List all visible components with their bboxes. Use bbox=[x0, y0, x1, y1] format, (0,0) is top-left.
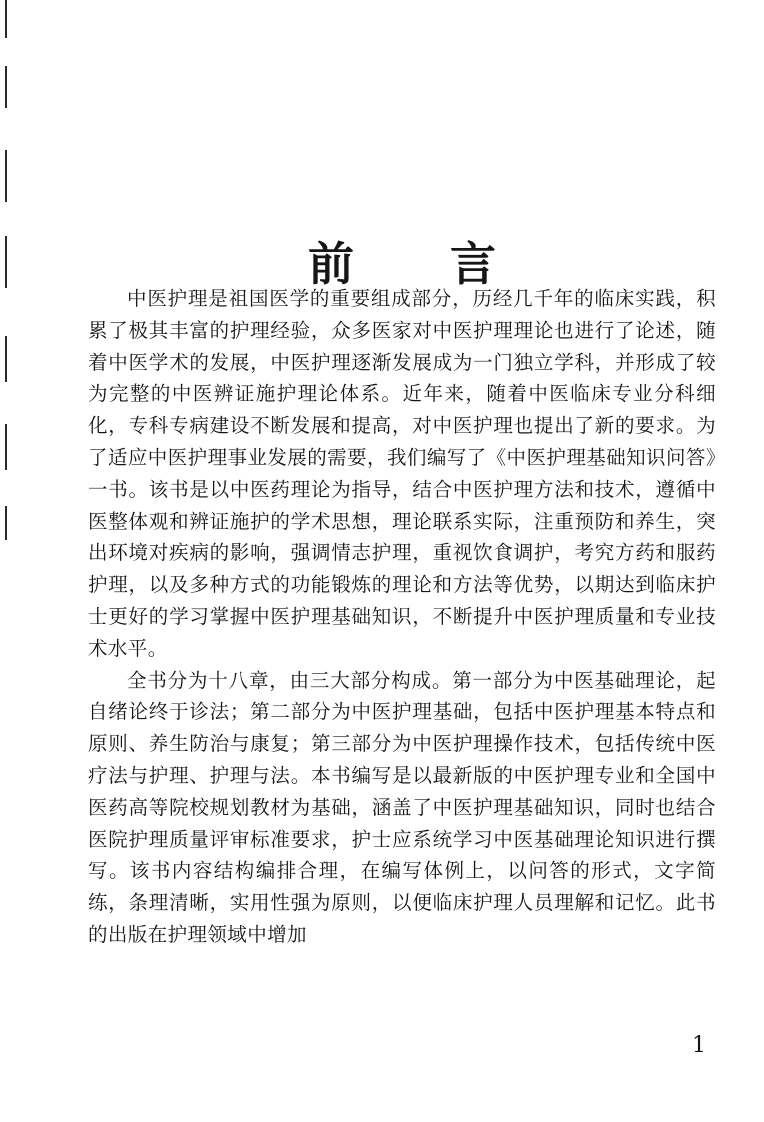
scan-edge-mark bbox=[5, 66, 7, 108]
scan-edge-mark bbox=[5, 236, 7, 288]
preface-body bbox=[88, 283, 716, 951]
scan-edge-mark bbox=[5, 336, 7, 382]
scan-edge-mark bbox=[5, 506, 7, 540]
preface-paragraph-1: 中医护理是祖国医学的重要组成部分，历经几千年的临床实践，积累了极其丰富的护理经验，众多医家对中医护理理论也进行了论述，随着中医学术的发展，中医护理逐渐发展成为一门独立学科，并形成了较为完整的中医辨证施护理论体系。近年来，随着中医临床专业分科细化，专科专病建设不断发展和提高，对中医护理也提出了新的要求。为了适应中医护理事业发展的需要，我们编写了《中医护理基础知识问答》一书。该书是以中医药理论为指导，结合中医护理方法和技术，遵循中医整体观和辨证施护的学术思想，理论联系实际，注重预防和养生，突出环境对疾病的影响，强调情志护理，重视饮食调护，考究方药和服药护理，以及多种方式的功能锻炼的理论和方法等优势，以期达到临床护士更好的学习掌握中医护理基础知识，不断提升中医护理质量和专业技术水平。 bbox=[88, 287, 716, 660]
scan-edge-mark bbox=[5, 150, 7, 202]
scan-edge-mark bbox=[5, 424, 7, 470]
page-number: 1 bbox=[692, 1033, 706, 1058]
scan-edge-mark bbox=[5, 0, 7, 38]
page-title: 前 言 bbox=[307, 236, 536, 291]
preface-paragraph-2: 全书分为十八章，由三大部分构成。第一部分为中医基础理论，起自绪论终于诊法；第二部分为中医护理基础，包括中医护理基本特点和原则、养生防治与康复；第三部分为中医护理操作技术，包括传统中医疗法与护理、护理与法。本书编写是以最新版的中医护理专业和全国中医药高等院校规划教材为基础，涵盖了中医护理基础知识，同时也结合医院护理质量评审标准要求，护士应系统学习中医基础理论知识进行撰写。该书内容结构编排合理，在编写体例上，以问答的形式，文字简练，条理清晰，实用性强为原则，以便临床护理人员理解和记忆。此书的出版在护理领域中增加 bbox=[88, 668, 716, 946]
